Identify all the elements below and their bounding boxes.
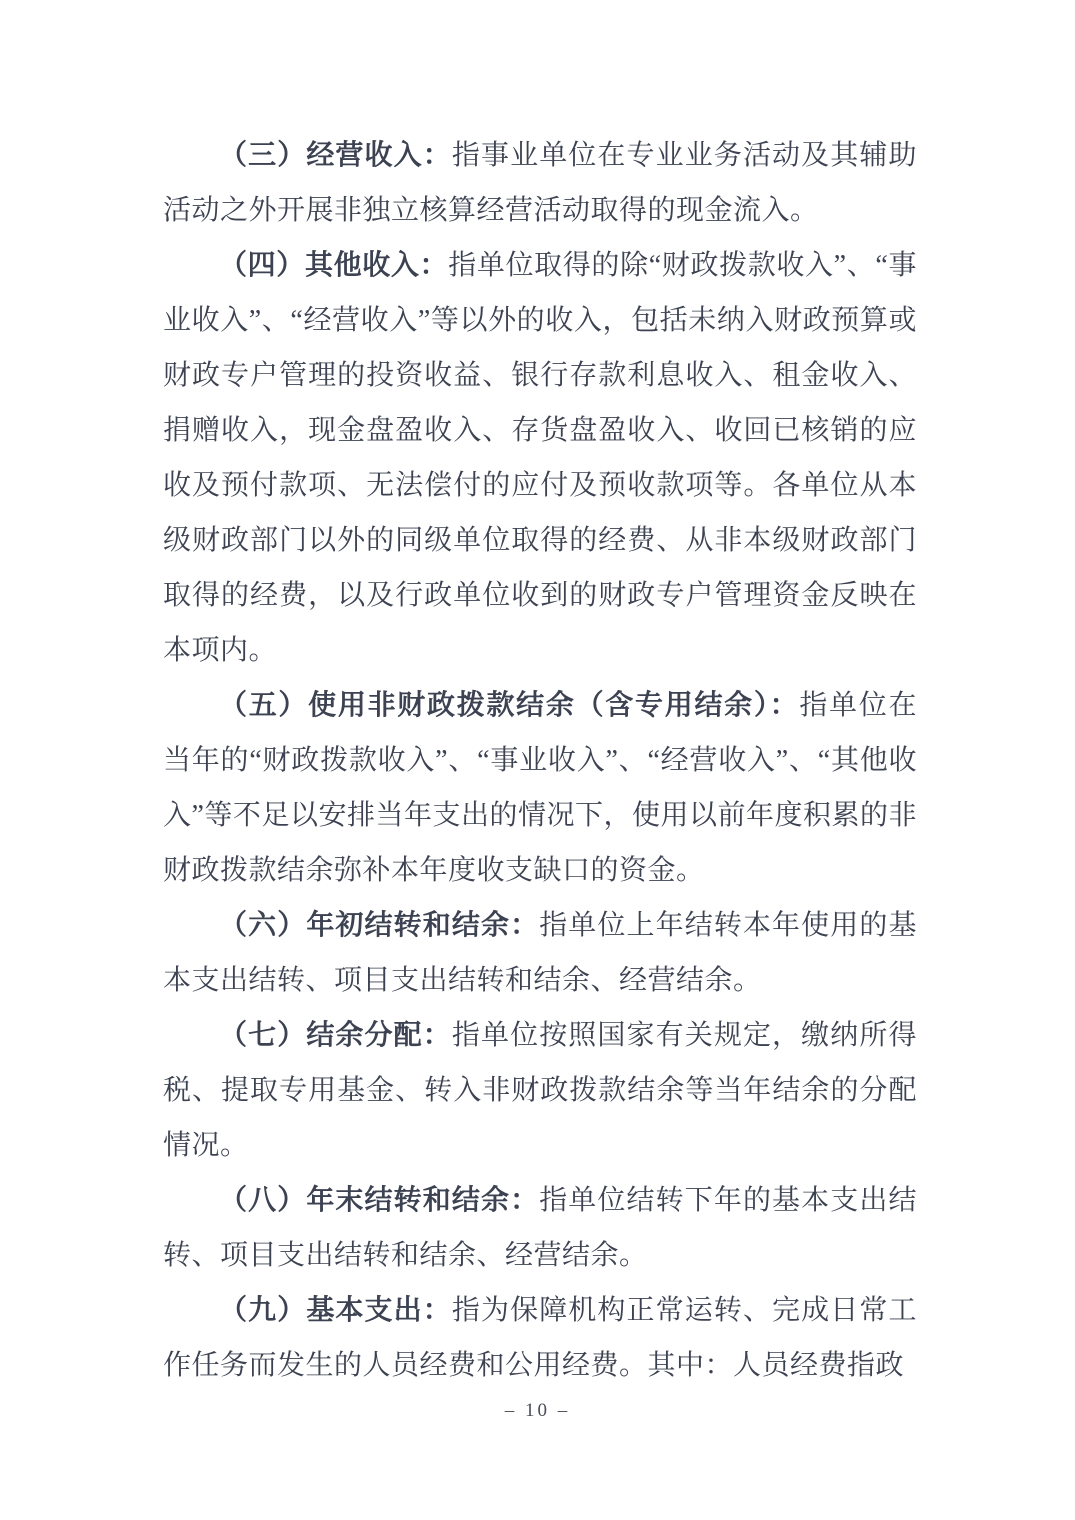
paragraph-term-7	[163, 1008, 917, 1173]
term-definition: 指事业单位在专业业务活动及其辅助活动之外开展非独立核算经营活动取得的现金流入。	[163, 140, 917, 226]
paragraph-term-9	[163, 1283, 917, 1393]
term-definition: 指为保障机构正常运转、完成日常工作任务而发生的人员经费和公用经费。其中：人员经费指政	[163, 1295, 917, 1381]
term-heading: （三）经营收入：	[219, 140, 452, 171]
document-body	[163, 128, 917, 1393]
term-heading: （九）基本支出：	[219, 1295, 452, 1326]
paragraph-term-3	[163, 128, 917, 238]
term-definition: 指单位结转下年的基本支出结转、项目支出结转和结余、经营结余。	[163, 1185, 917, 1271]
paragraph-term-6	[163, 898, 917, 1008]
term-definition: 指单位取得的除“财政拨款收入”、“事业收入”、“经营收入”等以外的收入，包括未纳入财政预算或财政专户管理的投资收益、银行存款利息收入、租金收入、捐赠收入，现金盘盈收入、存货盘盈收入、收回已核销的应收及预付款项、无法偿付的应付及预收款项等。各单位从本级财政部门以外的同级单位取得的经费、从非本级财政部门取得的经费，以及行政单位收到的财政专户管理资金反映在本项内。	[163, 250, 917, 666]
term-heading: （八）年末结转和结余：	[219, 1185, 540, 1216]
paragraph-term-5	[163, 678, 917, 898]
term-definition: 指单位上年结转本年使用的基本支出结转、项目支出结转和结余、经营结余。	[163, 910, 917, 996]
term-heading: （七）结余分配：	[219, 1020, 452, 1051]
term-heading: （五）使用非财政拨款结余（含专用结余）：	[219, 690, 800, 721]
term-definition: 指单位按照国家有关规定，缴纳所得税、提取专用基金、转入非财政拨款结余等当年结余的分配情况。	[163, 1020, 917, 1161]
page-number: – 10 –	[504, 1400, 571, 1421]
paragraph-term-4	[163, 238, 917, 678]
term-heading: （四）其他收入：	[219, 250, 449, 281]
term-definition: 指单位在当年的“财政拨款收入”、“事业收入”、“经营收入”、“其他收入”等不足以安排当年支出的情况下，使用以前年度积累的非财政拨款结余弥补本年度收支缺口的资金。	[163, 690, 917, 886]
term-heading: （六）年初结转和结余：	[219, 910, 540, 941]
paragraph-term-8	[163, 1173, 917, 1283]
